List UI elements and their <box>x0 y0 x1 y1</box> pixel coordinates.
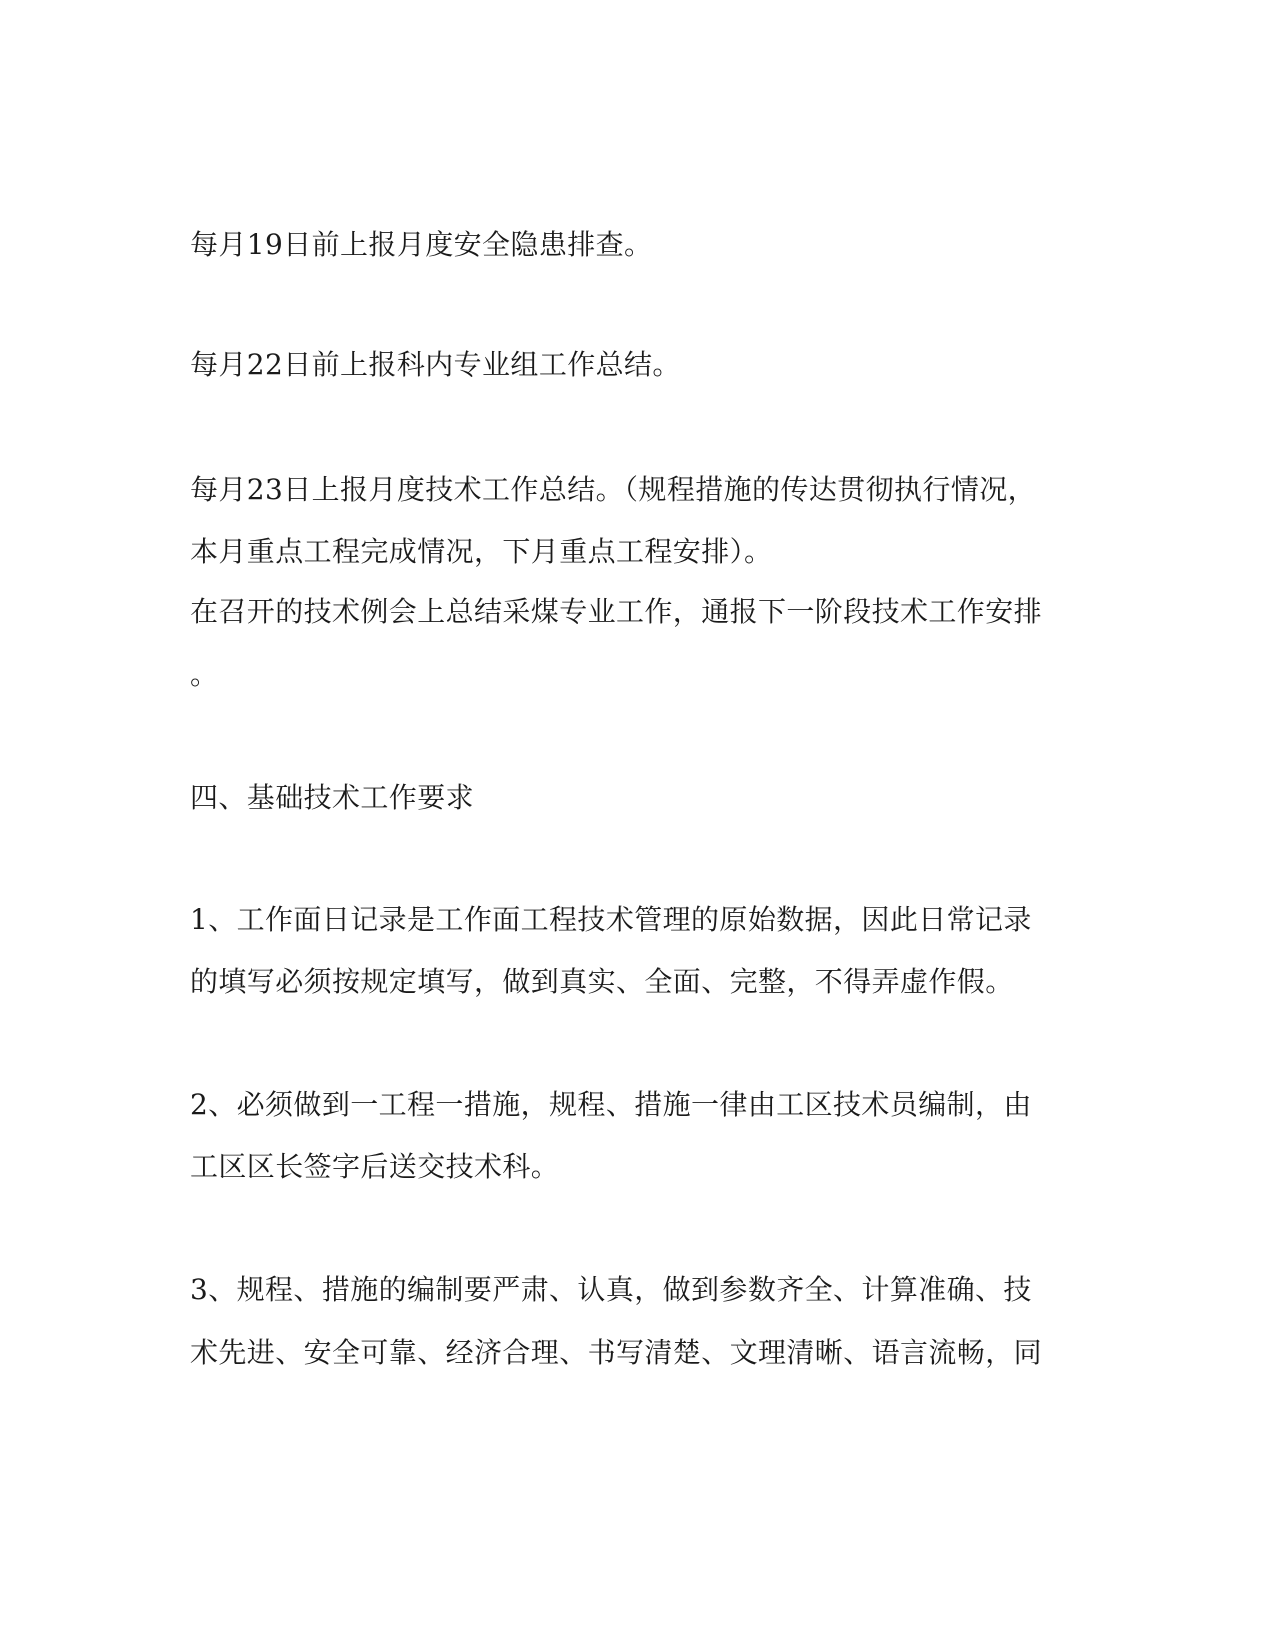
item-1-line-1: 1、工作面日记录是工作面工程技术管理的原始数据，因此日常记录 <box>190 903 1032 936</box>
item-3-line-2: 术先进、安全可靠、经济合理、书写清楚、文理清晰、语言流畅，同 <box>190 1336 1043 1369</box>
line-report-team-summary: 每月22日前上报科内专业组工作总结。 <box>190 348 681 381</box>
line-report-technical-summary-cont: 本月重点工程完成情况，下月重点工程安排）。 <box>190 535 773 568</box>
item-2-line-1: 2、必须做到一工程一措施，规程、措施一律由工区技术员编制，由 <box>190 1088 1032 1121</box>
item-3-line-1: 3、规程、措施的编制要严肃、认真，做到参数齐全、计算准确、技 <box>190 1273 1032 1306</box>
item-2-line-2: 工区区长签字后送交技术科。 <box>190 1150 560 1183</box>
line-technical-meeting: 在召开的技术例会上总结采煤专业工作，通报下一阶段技术工作安排 <box>190 595 1043 628</box>
line-technical-meeting-cont: 。 <box>190 658 219 691</box>
line-report-safety-hazards: 每月19日前上报月度安全隐患排查。 <box>190 228 653 261</box>
item-1-line-2: 的填写必须按规定填写，做到真实、全面、完整，不得弄虚作假。 <box>190 965 1014 998</box>
section-heading-basic-requirements: 四、基础技术工作要求 <box>190 781 475 814</box>
line-report-technical-summary: 每月23日上报月度技术工作总结。（规程措施的传达贯彻执行情况， <box>190 473 1037 506</box>
